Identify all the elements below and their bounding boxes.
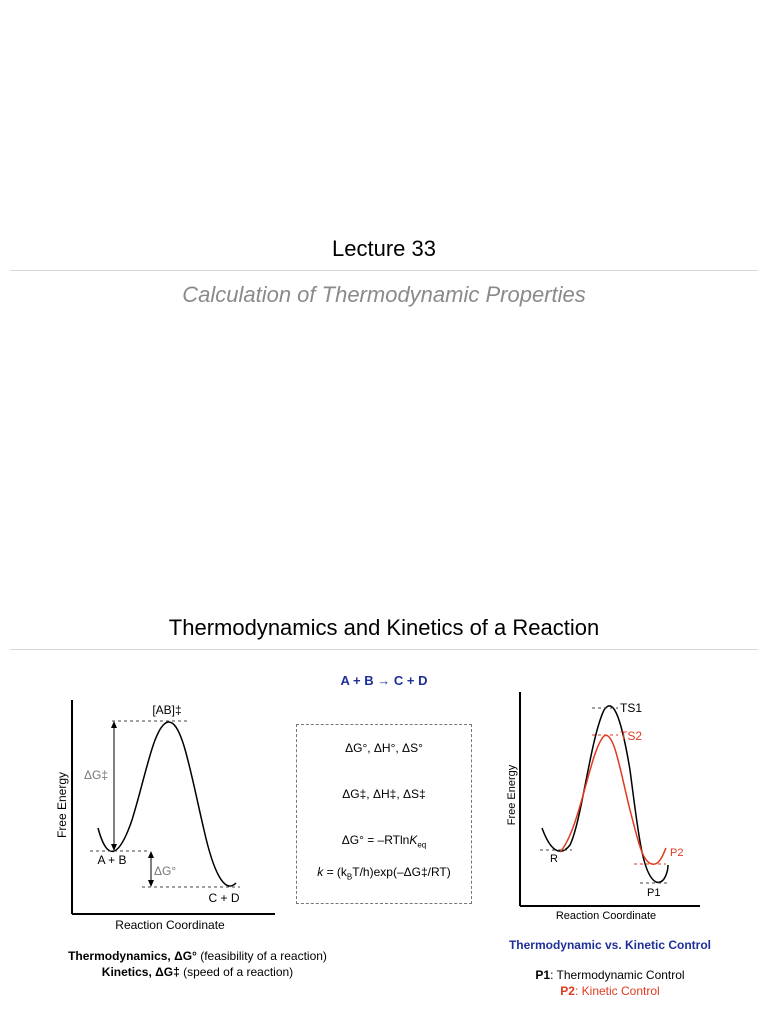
right-energy-diagram	[500, 680, 730, 930]
dg-activation-label: ΔG‡	[84, 768, 109, 782]
p1-caption: P1: Thermodynamic Control	[535, 968, 685, 982]
equation-box	[296, 724, 472, 904]
x-axis-label: Reaction Coordinate	[115, 918, 225, 932]
x-axis-label: Reaction Coordinate	[555, 910, 657, 922]
title-divider	[10, 270, 758, 271]
y-axis-label: Free Energy	[506, 764, 518, 826]
control-caption-title: Thermodynamic vs. Kinetic Control	[508, 938, 712, 952]
slide-title: Thermodynamics and Kinetics of a Reaction	[168, 615, 600, 640]
product-label: C + D	[208, 891, 240, 905]
kinetics-caption: Kinetics, ΔG‡ (speed of a reaction)	[101, 965, 294, 979]
lecture-title: Lecture 33	[332, 236, 436, 261]
left-energy-diagram	[50, 690, 290, 940]
p2-caption: P2: Kinetic Control	[560, 984, 660, 998]
thermodynamics-caption: Thermodynamics, ΔG° (feasibility of a reaction)	[68, 949, 327, 963]
dg-standard-label: ΔG°	[154, 864, 177, 878]
kinetic-curve	[560, 735, 666, 864]
control-caption	[470, 967, 750, 999]
reactant-label: A + B	[97, 853, 127, 867]
slide-title-divider	[10, 649, 758, 650]
r-label: R	[550, 853, 558, 865]
activation-functions: ΔG‡, ΔH‡, ΔS‡	[342, 787, 426, 801]
y-axis-label: Free Energy	[55, 771, 69, 839]
p2-label: P2	[670, 847, 684, 859]
p1-label: P1	[647, 887, 661, 899]
thermodynamic-curve	[542, 706, 668, 883]
ts1-label: TS1	[620, 701, 643, 715]
ts2-label: TS2	[620, 729, 643, 743]
ts-label: [AB]‡	[152, 703, 182, 717]
lecture-subtitle: Calculation of Thermodynamic Properties	[182, 282, 586, 307]
equilibrium-equation: ΔG° = –RTlnK$_{eq}$	[341, 833, 427, 850]
state-functions: ΔG°, ΔH°, ΔS°	[345, 741, 423, 755]
eyring-equation: $k = (k_BT/h)\exp(-\Delta G\ddagger/RT)$	[317, 865, 451, 882]
left-caption	[0, 948, 395, 980]
reaction-equation: A + B → C + D	[340, 673, 428, 688]
